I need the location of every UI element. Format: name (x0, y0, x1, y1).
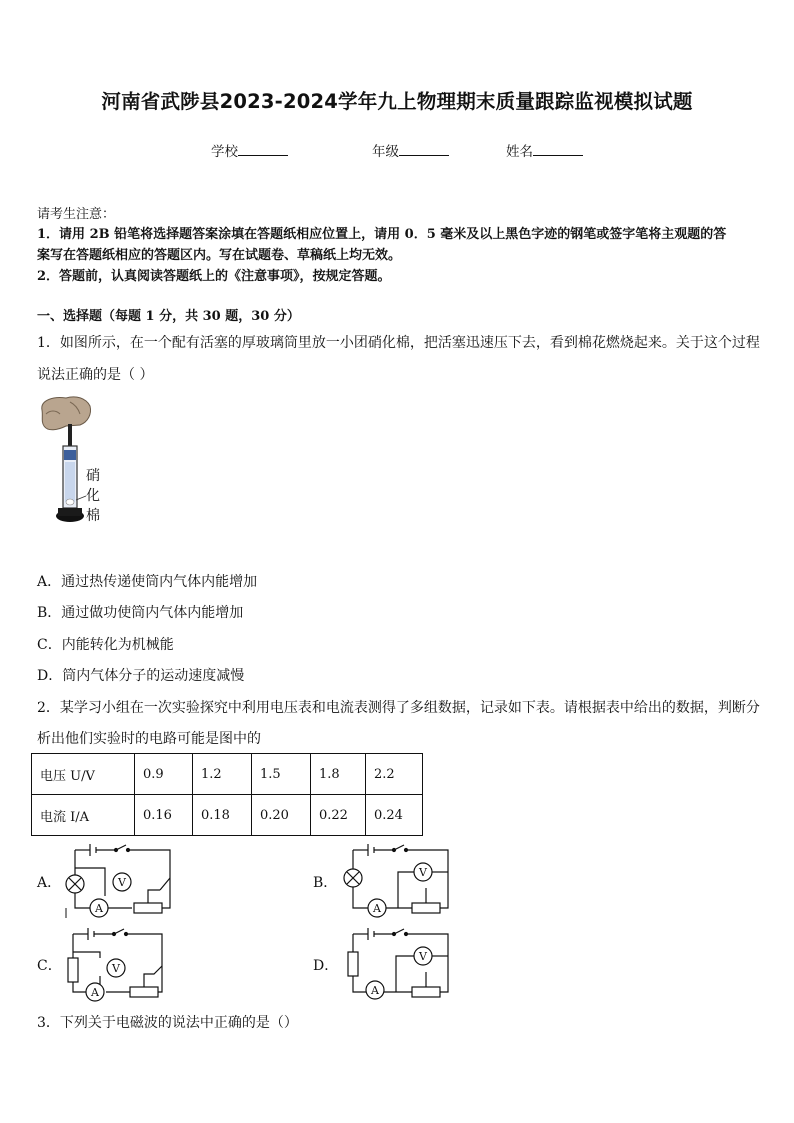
q1-option-a: A．通过热传递使筒内气体内能增加 (37, 574, 258, 590)
table-row (32, 795, 423, 836)
q2-stem-line-2: 析出他们实验时的电路可能是图中的 (37, 731, 261, 747)
table-cell: 0.18 (193, 795, 252, 836)
table-cell: 2.2 (366, 754, 423, 795)
resistor-icon (68, 958, 78, 982)
ammeter-label: A (95, 902, 103, 915)
table-cell: 0.9 (135, 754, 193, 795)
ammeter-label: A (373, 902, 381, 915)
ammeter-label: A (91, 986, 99, 999)
circuit-a-label: A． (37, 875, 62, 891)
notice-line-1: 1．请用 2B 铅笔将选择题答案涂填在答题纸相应位置上，请用 0．5 毫米及以上黑色字迹的钢笔或签字笔将主观题的答 (37, 227, 727, 242)
grade-blank (399, 143, 449, 156)
table-cell: 1.8 (311, 754, 366, 795)
name-blank (533, 143, 583, 156)
page-title: 河南省武陟县2023-2024学年九上物理期末质量跟踪监视模拟试题 (101, 90, 693, 113)
table-cell: 1.5 (252, 754, 311, 795)
circuit-b-label: B． (313, 875, 338, 891)
voltmeter-label: V (419, 866, 427, 879)
table-cell: 0.16 (135, 795, 193, 836)
school-blank (238, 143, 288, 156)
table-cell: 0.22 (311, 795, 366, 836)
circuit-b-diagram (338, 838, 458, 920)
circuit-c-label: C． (37, 958, 62, 974)
q1-option-c: C．内能转化为机械能 (37, 637, 174, 653)
circuit-d-label: D． (313, 958, 339, 974)
circuit-c-diagram (58, 922, 178, 1004)
q1-stem-line-1: 1．如图所示，在一个配有活塞的厚玻璃筒里放一小团硝化棉，把活塞迅速压下去，看到棉花燃烧起来。关于这个过程 (37, 335, 760, 351)
row-label: 电流 I/A (32, 795, 135, 836)
ammeter-label: A (371, 984, 379, 997)
grade-field (372, 140, 449, 160)
piston-cylinder-figure (36, 392, 116, 532)
table-cell: 0.24 (366, 795, 423, 836)
school-label: 学校 (211, 144, 238, 160)
circuit-a-diagram (60, 838, 180, 920)
q2-stem-line-1: 2．某学习小组在一次实验探究中利用电压表和电流表测得了多组数据，记录如下表。请根据表中给出的数据，判断分 (37, 700, 760, 716)
notice-line-3: 2．答题前，认真阅读答题纸上的《注意事项》，按规定答题。 (37, 269, 391, 284)
figure-label-char: 硝 (86, 468, 100, 484)
resistor-icon (348, 952, 358, 976)
school-field (211, 140, 288, 160)
q1-stem-line-2: 说法正确的是（ ） (37, 367, 154, 383)
section-heading: 一、选择题（每题 1 分，共 30 题，30 分） (37, 309, 300, 324)
grade-label: 年级 (372, 144, 399, 160)
circuit-d-diagram (338, 922, 460, 1004)
figure-label-char: 化 (86, 488, 100, 504)
notice-heading: 请考生注意： (37, 207, 116, 222)
q2-data-table (31, 753, 423, 836)
notice-line-2: 案写在答题纸相应的答题区内。写在试题卷、草稿纸上均无效。 (37, 248, 402, 263)
name-label: 姓名 (506, 144, 533, 160)
q3-stem: 3．下列关于电磁波的说法中正确的是（） (37, 1015, 298, 1031)
q1-option-d: D．筒内气体分子的运动速度减慢 (37, 668, 245, 684)
table-cell: 0.20 (252, 795, 311, 836)
q1-figure-label (86, 466, 100, 526)
voltmeter-label: V (118, 876, 126, 889)
voltmeter-label: V (112, 962, 120, 975)
row-label: 电压 U/V (32, 754, 135, 795)
table-cell: 1.2 (193, 754, 252, 795)
voltmeter-label: V (419, 950, 427, 963)
table-row (32, 754, 423, 795)
name-field (506, 140, 583, 160)
q1-option-b: B．通过做功使筒内气体内能增加 (37, 605, 244, 621)
figure-label-char: 棉 (86, 508, 100, 524)
